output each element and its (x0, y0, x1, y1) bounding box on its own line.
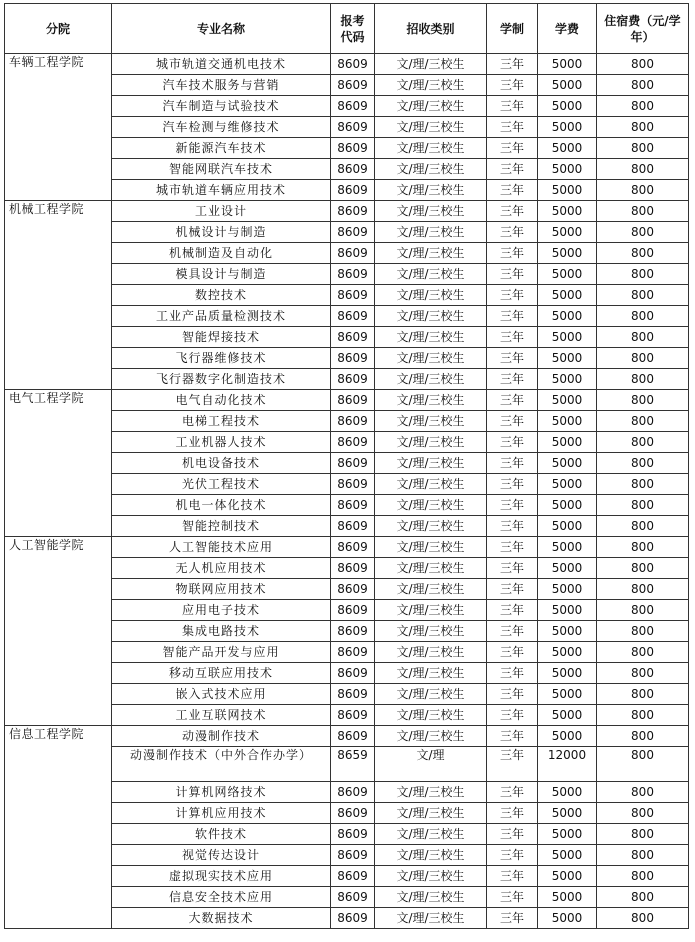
code-cell: 8609 (331, 369, 375, 390)
code-cell: 8609 (331, 705, 375, 726)
dorm-cell: 800 (597, 663, 689, 684)
major-cell: 智能网联汽车技术 (112, 159, 331, 180)
category-cell: 文/理/三校生 (375, 390, 487, 411)
dorm-cell: 800 (597, 243, 689, 264)
tuition-cell: 5000 (538, 726, 597, 747)
department-name: 机械工程学院 (5, 201, 112, 390)
category-cell: 文/理/三校生 (375, 96, 487, 117)
major-cell: 汽车检测与维修技术 (112, 117, 331, 138)
major-cell: 电气自动化技术 (112, 390, 331, 411)
major-cell: 工业互联网技术 (112, 705, 331, 726)
tuition-cell: 5000 (538, 558, 597, 579)
major-cell: 电梯工程技术 (112, 411, 331, 432)
dorm-cell: 800 (597, 537, 689, 558)
major-cell: 工业设计 (112, 201, 331, 222)
category-cell: 文/理/三校生 (375, 887, 487, 908)
duration-cell: 三年 (487, 579, 538, 600)
code-cell: 8609 (331, 726, 375, 747)
code-cell: 8609 (331, 495, 375, 516)
dorm-cell: 800 (597, 747, 689, 782)
category-cell: 文/理/三校生 (375, 180, 487, 201)
major-cell: 动漫制作技术 (112, 726, 331, 747)
duration-cell: 三年 (487, 908, 538, 929)
code-cell: 8609 (331, 75, 375, 96)
category-cell: 文/理/三校生 (375, 705, 487, 726)
duration-cell: 三年 (487, 264, 538, 285)
major-cell: 工业机器人技术 (112, 432, 331, 453)
major-cell: 飞行器维修技术 (112, 348, 331, 369)
duration-cell: 三年 (487, 726, 538, 747)
major-cell: 无人机应用技术 (112, 558, 331, 579)
category-cell: 文/理/三校生 (375, 264, 487, 285)
code-cell: 8609 (331, 908, 375, 929)
dorm-cell: 800 (597, 390, 689, 411)
tuition-cell: 5000 (538, 516, 597, 537)
tuition-cell: 5000 (538, 369, 597, 390)
header-duration: 学制 (487, 4, 538, 54)
category-cell: 文/理/三校生 (375, 243, 487, 264)
category-cell: 文/理/三校生 (375, 908, 487, 929)
code-cell: 8609 (331, 264, 375, 285)
code-cell: 8609 (331, 866, 375, 887)
dorm-cell: 800 (597, 222, 689, 243)
dorm-cell: 800 (597, 887, 689, 908)
code-cell: 8609 (331, 306, 375, 327)
tuition-cell: 5000 (538, 138, 597, 159)
code-cell: 8609 (331, 558, 375, 579)
tuition-cell: 5000 (538, 495, 597, 516)
dorm-cell: 800 (597, 684, 689, 705)
header-dorm: 住宿费（元/学年） (597, 4, 689, 54)
category-cell: 文/理/三校生 (375, 138, 487, 159)
duration-cell: 三年 (487, 684, 538, 705)
header-code: 报考代码 (331, 4, 375, 54)
duration-cell: 三年 (487, 845, 538, 866)
category-cell: 文/理/三校生 (375, 117, 487, 138)
code-cell: 8609 (331, 138, 375, 159)
major-cell: 移动互联应用技术 (112, 663, 331, 684)
dorm-cell: 800 (597, 411, 689, 432)
code-cell: 8609 (331, 537, 375, 558)
major-cell: 集成电路技术 (112, 621, 331, 642)
duration-cell: 三年 (487, 495, 538, 516)
code-cell: 8609 (331, 159, 375, 180)
category-cell: 文/理/三校生 (375, 558, 487, 579)
duration-cell: 三年 (487, 558, 538, 579)
tuition-cell: 5000 (538, 180, 597, 201)
major-cell: 光伏工程技术 (112, 474, 331, 495)
tuition-cell: 5000 (538, 579, 597, 600)
category-cell: 文/理/三校生 (375, 432, 487, 453)
tuition-cell: 5000 (538, 537, 597, 558)
major-cell: 机械设计与制造 (112, 222, 331, 243)
duration-cell: 三年 (487, 803, 538, 824)
category-cell: 文/理/三校生 (375, 159, 487, 180)
code-cell: 8609 (331, 390, 375, 411)
major-cell: 大数据技术 (112, 908, 331, 929)
tuition-cell: 5000 (538, 803, 597, 824)
department-name: 电气工程学院 (5, 390, 112, 537)
code-cell: 8609 (331, 803, 375, 824)
code-cell: 8609 (331, 201, 375, 222)
tuition-cell: 5000 (538, 782, 597, 803)
code-cell: 8609 (331, 117, 375, 138)
tuition-cell: 5000 (538, 201, 597, 222)
tuition-cell: 5000 (538, 264, 597, 285)
header-tuition: 学费 (538, 4, 597, 54)
category-cell: 文/理/三校生 (375, 453, 487, 474)
dorm-cell: 800 (597, 824, 689, 845)
category-cell: 文/理/三校生 (375, 222, 487, 243)
code-cell: 8609 (331, 348, 375, 369)
tuition-cell: 5000 (538, 474, 597, 495)
major-cell: 机电一体化技术 (112, 495, 331, 516)
duration-cell: 三年 (487, 138, 538, 159)
category-cell: 文/理/三校生 (375, 327, 487, 348)
dorm-cell: 800 (597, 180, 689, 201)
dorm-cell: 800 (597, 75, 689, 96)
dorm-cell: 800 (597, 908, 689, 929)
category-cell: 文/理/三校生 (375, 803, 487, 824)
category-cell: 文/理/三校生 (375, 495, 487, 516)
dorm-cell: 800 (597, 516, 689, 537)
major-cell: 动漫制作技术（中外合作办学） (112, 747, 331, 782)
duration-cell: 三年 (487, 432, 538, 453)
tuition-cell: 5000 (538, 887, 597, 908)
category-cell: 文/理/三校生 (375, 621, 487, 642)
code-cell: 8609 (331, 663, 375, 684)
code-cell: 8609 (331, 782, 375, 803)
tuition-cell: 5000 (538, 411, 597, 432)
duration-cell: 三年 (487, 887, 538, 908)
major-cell: 数控技术 (112, 285, 331, 306)
major-cell: 虚拟现实技术应用 (112, 866, 331, 887)
table-row (5, 390, 689, 411)
header-major: 专业名称 (112, 4, 331, 54)
dorm-cell: 800 (597, 138, 689, 159)
tuition-cell: 5000 (538, 348, 597, 369)
duration-cell: 三年 (487, 180, 538, 201)
code-cell: 8609 (331, 516, 375, 537)
dorm-cell: 800 (597, 579, 689, 600)
dorm-cell: 800 (597, 306, 689, 327)
code-cell: 8609 (331, 684, 375, 705)
major-cell: 模具设计与制造 (112, 264, 331, 285)
code-cell: 8609 (331, 621, 375, 642)
category-cell: 文/理/三校生 (375, 285, 487, 306)
table-row (5, 201, 689, 222)
tuition-cell: 5000 (538, 285, 597, 306)
major-cell: 汽车制造与试验技术 (112, 96, 331, 117)
tuition-cell: 5000 (538, 75, 597, 96)
tuition-cell: 5000 (538, 684, 597, 705)
code-cell: 8659 (331, 747, 375, 782)
major-cell: 机械制造及自动化 (112, 243, 331, 264)
category-cell: 文/理/三校生 (375, 579, 487, 600)
major-cell: 城市轨道交通机电技术 (112, 54, 331, 75)
duration-cell: 三年 (487, 537, 538, 558)
code-cell: 8609 (331, 411, 375, 432)
table-header (5, 4, 689, 54)
major-cell: 新能源汽车技术 (112, 138, 331, 159)
code-cell: 8609 (331, 845, 375, 866)
category-cell: 文/理/三校生 (375, 845, 487, 866)
duration-cell: 三年 (487, 600, 538, 621)
major-cell: 工业产品质量检测技术 (112, 306, 331, 327)
duration-cell: 三年 (487, 96, 538, 117)
tuition-cell: 5000 (538, 824, 597, 845)
duration-cell: 三年 (487, 516, 538, 537)
major-cell: 智能控制技术 (112, 516, 331, 537)
category-cell: 文/理/三校生 (375, 516, 487, 537)
duration-cell: 三年 (487, 866, 538, 887)
category-cell: 文/理/三校生 (375, 75, 487, 96)
dorm-cell: 800 (597, 474, 689, 495)
tuition-cell: 5000 (538, 243, 597, 264)
dorm-cell: 800 (597, 348, 689, 369)
code-cell: 8609 (331, 285, 375, 306)
duration-cell: 三年 (487, 243, 538, 264)
duration-cell: 三年 (487, 369, 538, 390)
major-cell: 城市轨道车辆应用技术 (112, 180, 331, 201)
dorm-cell: 800 (597, 453, 689, 474)
code-cell: 8609 (331, 96, 375, 117)
tuition-cell: 5000 (538, 390, 597, 411)
table-row (5, 537, 689, 558)
duration-cell: 三年 (487, 54, 538, 75)
category-cell: 文/理/三校生 (375, 474, 487, 495)
major-cell: 人工智能技术应用 (112, 537, 331, 558)
dorm-cell: 800 (597, 264, 689, 285)
dorm-cell: 800 (597, 327, 689, 348)
duration-cell: 三年 (487, 348, 538, 369)
category-cell: 文/理/三校生 (375, 201, 487, 222)
dorm-cell: 800 (597, 621, 689, 642)
tuition-cell: 5000 (538, 432, 597, 453)
duration-cell: 三年 (487, 117, 538, 138)
dorm-cell: 800 (597, 782, 689, 803)
tuition-cell: 5000 (538, 845, 597, 866)
dorm-cell: 800 (597, 159, 689, 180)
major-cell: 飞行器数字化制造技术 (112, 369, 331, 390)
duration-cell: 三年 (487, 705, 538, 726)
code-cell: 8609 (331, 579, 375, 600)
admissions-table (4, 3, 689, 929)
code-cell: 8609 (331, 887, 375, 908)
dorm-cell: 800 (597, 285, 689, 306)
duration-cell: 三年 (487, 411, 538, 432)
tuition-cell: 5000 (538, 705, 597, 726)
category-cell: 文/理/三校生 (375, 782, 487, 803)
major-cell: 计算机网络技术 (112, 782, 331, 803)
dorm-cell: 800 (597, 558, 689, 579)
duration-cell: 三年 (487, 201, 538, 222)
tuition-cell: 5000 (538, 117, 597, 138)
dorm-cell: 800 (597, 54, 689, 75)
major-cell: 机电设备技术 (112, 453, 331, 474)
category-cell: 文/理/三校生 (375, 411, 487, 432)
major-cell: 计算机应用技术 (112, 803, 331, 824)
dorm-cell: 800 (597, 705, 689, 726)
major-cell: 物联网应用技术 (112, 579, 331, 600)
tuition-cell: 5000 (538, 327, 597, 348)
duration-cell: 三年 (487, 621, 538, 642)
major-cell: 嵌入式技术应用 (112, 684, 331, 705)
major-cell: 汽车技术服务与营销 (112, 75, 331, 96)
tuition-cell: 12000 (538, 747, 597, 782)
tuition-cell: 5000 (538, 866, 597, 887)
code-cell: 8609 (331, 54, 375, 75)
code-cell: 8609 (331, 243, 375, 264)
tuition-cell: 5000 (538, 54, 597, 75)
header-category: 招收类别 (375, 4, 487, 54)
duration-cell: 三年 (487, 782, 538, 803)
code-cell: 8609 (331, 642, 375, 663)
duration-cell: 三年 (487, 327, 538, 348)
table-body (5, 54, 689, 929)
tuition-cell: 5000 (538, 663, 597, 684)
table-row (5, 54, 689, 75)
tuition-cell: 5000 (538, 908, 597, 929)
table-row (5, 726, 689, 747)
code-cell: 8609 (331, 180, 375, 201)
header-dept: 分院 (5, 4, 112, 54)
code-cell: 8609 (331, 327, 375, 348)
major-cell: 软件技术 (112, 824, 331, 845)
major-cell: 智能焊接技术 (112, 327, 331, 348)
duration-cell: 三年 (487, 824, 538, 845)
dorm-cell: 800 (597, 642, 689, 663)
dorm-cell: 800 (597, 600, 689, 621)
dorm-cell: 800 (597, 803, 689, 824)
category-cell: 文/理/三校生 (375, 684, 487, 705)
tuition-cell: 5000 (538, 621, 597, 642)
major-cell: 智能产品开发与应用 (112, 642, 331, 663)
code-cell: 8609 (331, 222, 375, 243)
department-name: 人工智能学院 (5, 537, 112, 726)
dorm-cell: 800 (597, 726, 689, 747)
category-cell: 文/理/三校生 (375, 54, 487, 75)
duration-cell: 三年 (487, 159, 538, 180)
dorm-cell: 800 (597, 117, 689, 138)
major-cell: 视觉传达设计 (112, 845, 331, 866)
dorm-cell: 800 (597, 866, 689, 887)
category-cell: 文/理/三校生 (375, 306, 487, 327)
category-cell: 文/理/三校生 (375, 600, 487, 621)
tuition-cell: 5000 (538, 222, 597, 243)
duration-cell: 三年 (487, 222, 538, 243)
tuition-cell: 5000 (538, 642, 597, 663)
major-cell: 应用电子技术 (112, 600, 331, 621)
duration-cell: 三年 (487, 390, 538, 411)
duration-cell: 三年 (487, 285, 538, 306)
code-cell: 8609 (331, 600, 375, 621)
category-cell: 文/理/三校生 (375, 824, 487, 845)
duration-cell: 三年 (487, 75, 538, 96)
duration-cell: 三年 (487, 642, 538, 663)
code-cell: 8609 (331, 474, 375, 495)
dorm-cell: 800 (597, 432, 689, 453)
duration-cell: 三年 (487, 306, 538, 327)
code-cell: 8609 (331, 824, 375, 845)
tuition-cell: 5000 (538, 306, 597, 327)
category-cell: 文/理/三校生 (375, 663, 487, 684)
department-name: 信息工程学院 (5, 726, 112, 929)
tuition-cell: 5000 (538, 96, 597, 117)
department-name: 车辆工程学院 (5, 54, 112, 201)
major-cell: 信息安全技术应用 (112, 887, 331, 908)
category-cell: 文/理/三校生 (375, 537, 487, 558)
category-cell: 文/理 (375, 747, 487, 782)
dorm-cell: 800 (597, 201, 689, 222)
duration-cell: 三年 (487, 474, 538, 495)
category-cell: 文/理/三校生 (375, 866, 487, 887)
duration-cell: 三年 (487, 747, 538, 782)
dorm-cell: 800 (597, 369, 689, 390)
tuition-cell: 5000 (538, 453, 597, 474)
category-cell: 文/理/三校生 (375, 642, 487, 663)
code-cell: 8609 (331, 453, 375, 474)
duration-cell: 三年 (487, 663, 538, 684)
dorm-cell: 800 (597, 495, 689, 516)
dorm-cell: 800 (597, 96, 689, 117)
duration-cell: 三年 (487, 453, 538, 474)
tuition-cell: 5000 (538, 159, 597, 180)
dorm-cell: 800 (597, 845, 689, 866)
category-cell: 文/理/三校生 (375, 726, 487, 747)
code-cell: 8609 (331, 432, 375, 453)
tuition-cell: 5000 (538, 600, 597, 621)
category-cell: 文/理/三校生 (375, 348, 487, 369)
category-cell: 文/理/三校生 (375, 369, 487, 390)
